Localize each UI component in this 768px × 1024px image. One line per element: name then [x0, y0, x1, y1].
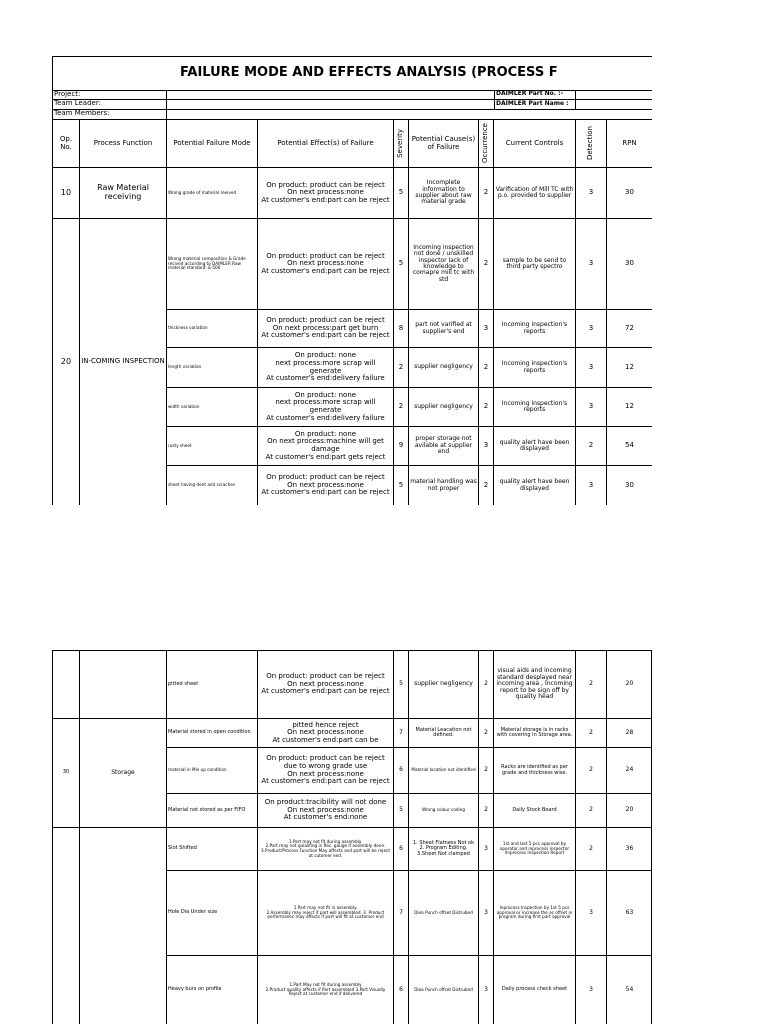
- cell-cause: Material Leacation not defined.: [415, 726, 472, 738]
- cell-rpn: 12: [625, 402, 634, 411]
- cell-cause: material handling was not proper: [410, 478, 477, 492]
- cell-cause: Diea Punch offset Distrubed: [414, 909, 473, 915]
- cell-effect: 1.Part may not fit during assembly. 2.Part may not qulalifing in Rec. gauge if assembly done. 3.Product/Process Function May affects and part will be reject at cutomer end.: [261, 838, 390, 858]
- cell-occ: 2: [483, 402, 489, 411]
- cell-effect: 1.Part may not fit in assembly. 2.Assembly may reject if part will assembled. 3. Product performanec may affects if part will fit at customer end: [266, 905, 385, 920]
- cell-occ: 3: [484, 985, 488, 993]
- header-op-no: Op. No.: [59, 134, 73, 151]
- cell-sev: 7: [399, 728, 403, 736]
- cell-mode: Heavy burs on profile: [168, 986, 222, 993]
- cell-det: 3: [589, 985, 593, 993]
- cell-det: 3: [588, 362, 594, 371]
- cell-mode: Slot Shifted: [168, 845, 197, 852]
- cell-control: sample to be send to third party spectro: [502, 256, 567, 270]
- cell-sev: 5: [399, 806, 403, 814]
- cell-control: Varification of Mill TC with p.o. provided to supplier: [495, 185, 574, 199]
- cell-cause: supplier negligency: [414, 402, 473, 410]
- cell-rpn: 54: [625, 985, 634, 993]
- cell-cause: Incomplete information to supplier about raw material grade: [415, 179, 472, 206]
- op-number: 30: [62, 769, 70, 776]
- cell-mode: length variation: [168, 364, 202, 370]
- cell-sev: 5: [398, 480, 404, 489]
- cell-sev: 6: [399, 844, 403, 852]
- cell-occ: 2: [483, 362, 489, 371]
- op-number: 20: [60, 356, 72, 366]
- cell-control: Incoming inspection's reports: [501, 360, 568, 374]
- header-severity: Severity: [396, 129, 405, 158]
- cell-mode: Hole Dia Under size: [168, 909, 218, 916]
- cell-sev: 6: [399, 985, 403, 993]
- cell-rpn: 63: [625, 908, 634, 916]
- cell-effect: On product: none On next process:machine will get damage At customer's end:part gets reject: [265, 429, 386, 461]
- cell-det: 3: [588, 323, 594, 332]
- cell-mode: Material stored in open condition: [168, 729, 251, 736]
- cell-effect: 1.Part May not fit during assembly 2.Product quality affects if Part assembled 3.Part Visually Reject at customer end if delivered: [265, 982, 386, 997]
- cell-control: quality alert have been displayed: [499, 438, 570, 452]
- cell-rpn: 30: [625, 480, 634, 489]
- cell-mode: Material not stored as per FIFO: [168, 806, 246, 813]
- cell-mode: sheet having dent and scraches: [168, 482, 236, 488]
- page-title: FAILURE MODE AND EFFECTS ANALYSIS (PROCESS F: [180, 64, 558, 80]
- team-leader-label: Team Leader:: [54, 99, 101, 108]
- cell-effect: On product: product can be reject due to wrong grade use On next process:none At customer's end:part can be reject: [261, 754, 390, 786]
- cell-cause: supplier negligency: [414, 363, 473, 371]
- cell-cause: Incoming inspection not done / unskilled inspector lack of knowledge to comapre mill tc with std: [412, 243, 475, 283]
- cell-sev: 5: [399, 680, 403, 688]
- cell-rpn: 24: [625, 766, 634, 774]
- cell-sev: 5: [398, 188, 404, 197]
- cell-effect: On product: product can be reject On next process:none At customer's end:part can be reject: [261, 251, 390, 275]
- header-process-function: Process Function: [93, 138, 153, 147]
- cell-rpn: 30: [625, 188, 634, 197]
- cell-control: Incoming inspection's reports: [501, 399, 568, 413]
- cell-det: 3: [588, 402, 594, 411]
- part-no-label: DAIMLER Part No. :-: [496, 90, 564, 98]
- header-occurrence: Occurrence: [481, 123, 490, 164]
- cell-sev: 8: [398, 323, 404, 332]
- cell-det: 2: [589, 680, 593, 688]
- process-function: IN-COMING INSPECTION: [81, 357, 165, 366]
- cell-rpn: 20: [625, 680, 634, 688]
- cell-effect: On product: product can be reject On next process:none At customer's end:part can be reject: [261, 180, 390, 204]
- cell-control: Daily Stock Board: [512, 806, 557, 813]
- cell-rpn: 36: [625, 844, 634, 852]
- cell-rpn: 72: [625, 323, 634, 332]
- cell-occ: 2: [483, 480, 489, 489]
- cell-effect: On product: product can be reject On next process:none At customer's end:part can be reject: [261, 672, 390, 696]
- cell-control: Material storage is in racks with covering in Storage area.: [496, 726, 573, 738]
- cell-rpn: 54: [625, 441, 634, 450]
- cell-control: Daily process check sheet: [501, 986, 568, 993]
- cell-control: Racks are identified as per grade and thickness wise.: [501, 764, 568, 776]
- cell-det: 3: [588, 480, 594, 489]
- process-function: Storage: [111, 768, 135, 776]
- cell-sev: 2: [398, 402, 404, 411]
- cell-effect: On product:tracibility will not done On next process:none At customer's end:none: [264, 798, 387, 822]
- cell-sev: 2: [398, 362, 404, 371]
- header-controls: Current Controls: [505, 138, 564, 147]
- cell-cause: part not varified at supplier's end: [415, 321, 472, 335]
- cell-rpn: 30: [625, 259, 634, 268]
- cell-control: Incoming inspection's reports: [501, 321, 568, 335]
- cell-effect: On product: product can be reject On next process:none At customer's end:part can be reject: [261, 473, 390, 497]
- cell-mode: width variation: [168, 403, 200, 409]
- cell-occ: 3: [483, 323, 489, 332]
- cell-cause: supplier negligency: [414, 680, 473, 688]
- header-rpn: RPN: [622, 138, 637, 147]
- team-members-label: Team Members:: [54, 109, 110, 118]
- cell-cause: Material location not identified: [411, 767, 476, 773]
- cell-occ: 3: [484, 844, 488, 852]
- cell-effect: pitted hence reject On next process:none At customer's end:part can be: [272, 720, 379, 744]
- cell-det: 3: [588, 259, 594, 268]
- project-label: Project:: [54, 90, 81, 98]
- cell-det: 2: [588, 441, 594, 450]
- cell-det: 2: [589, 766, 593, 774]
- cell-occ: 3: [483, 441, 489, 450]
- cell-occ: 2: [484, 766, 488, 774]
- op-number: 10: [60, 187, 72, 197]
- cell-control: 1st and last 5 pcs approval by operator and inprocess inspector /Inprocess Inspection Report: [499, 841, 570, 856]
- cell-rpn: 28: [625, 728, 634, 736]
- cell-sev: 5: [398, 259, 404, 268]
- cell-rpn: 12: [625, 362, 634, 371]
- header-failure-mode: Potential Failure Mode: [173, 138, 251, 147]
- cell-det: 2: [589, 844, 593, 852]
- part-name-label: DAIMLER Part Name :: [496, 99, 569, 107]
- header-effects: Potential Effect(s) of Failure: [277, 138, 374, 147]
- cell-control: visual aids and incoming standard desplayed near incoming area , Incoming report to be sign off by quality head: [496, 667, 573, 701]
- cell-cause: Wrong colour coding: [421, 807, 466, 813]
- cell-sev: 7: [399, 908, 403, 916]
- cell-occ: 3: [484, 908, 488, 916]
- cell-occ: 2: [484, 806, 488, 814]
- cell-cause: 1. Sheet Flatness Not ok 2. Program Editing. 3.Sheet Not clamped: [412, 839, 475, 857]
- cell-det: 2: [589, 806, 593, 814]
- process-function: Raw Material receiving: [97, 183, 149, 201]
- cell-effect: On product: none next process:more scrap will generate At customer's end:delivery failure: [266, 351, 385, 383]
- cell-occ: 2: [484, 728, 488, 736]
- cell-det: 3: [589, 908, 593, 916]
- cell-sev: 9: [398, 441, 404, 450]
- header-causes: Potential Cause(s) of Failure: [411, 134, 476, 151]
- cell-mode: rusty sheet: [168, 442, 192, 448]
- cell-mode: Wrong grade of material reeived: [168, 189, 237, 195]
- cell-control: Inprocess Inspection by 1st 5 pcs approval or increase the ac offset in program during first part approval: [496, 905, 573, 920]
- cell-occ: 2: [483, 188, 489, 197]
- header-detection: Detection: [586, 126, 595, 161]
- cell-mode: thickness variation: [168, 325, 208, 331]
- cell-control: quality alert have been displayed: [499, 478, 570, 492]
- cell-cause: Diea Punch offset Distrubed: [414, 986, 473, 992]
- cell-sev: 6: [399, 766, 403, 774]
- cell-effect: On product: none next process:more scrap will generate At customer's end:delivery failure: [266, 390, 385, 422]
- cell-mode: pitted sheet: [168, 680, 199, 687]
- cell-det: 3: [588, 188, 594, 197]
- cell-rpn: 20: [625, 806, 634, 814]
- cell-cause: proper storage not avilable at supplier end: [414, 435, 473, 456]
- cell-det: 2: [589, 728, 593, 736]
- cell-mode: material in Mix up condition: [168, 767, 227, 773]
- cell-occ: 2: [483, 259, 489, 268]
- cell-effect: On product: product can be reject On next process:part get burn At customer's end:part can be reject: [261, 316, 390, 340]
- cell-mode: Wrong material composition & Grade recived according to DAIMLER Raw material standard- E-500: [168, 256, 246, 271]
- cell-occ: 2: [484, 680, 488, 688]
